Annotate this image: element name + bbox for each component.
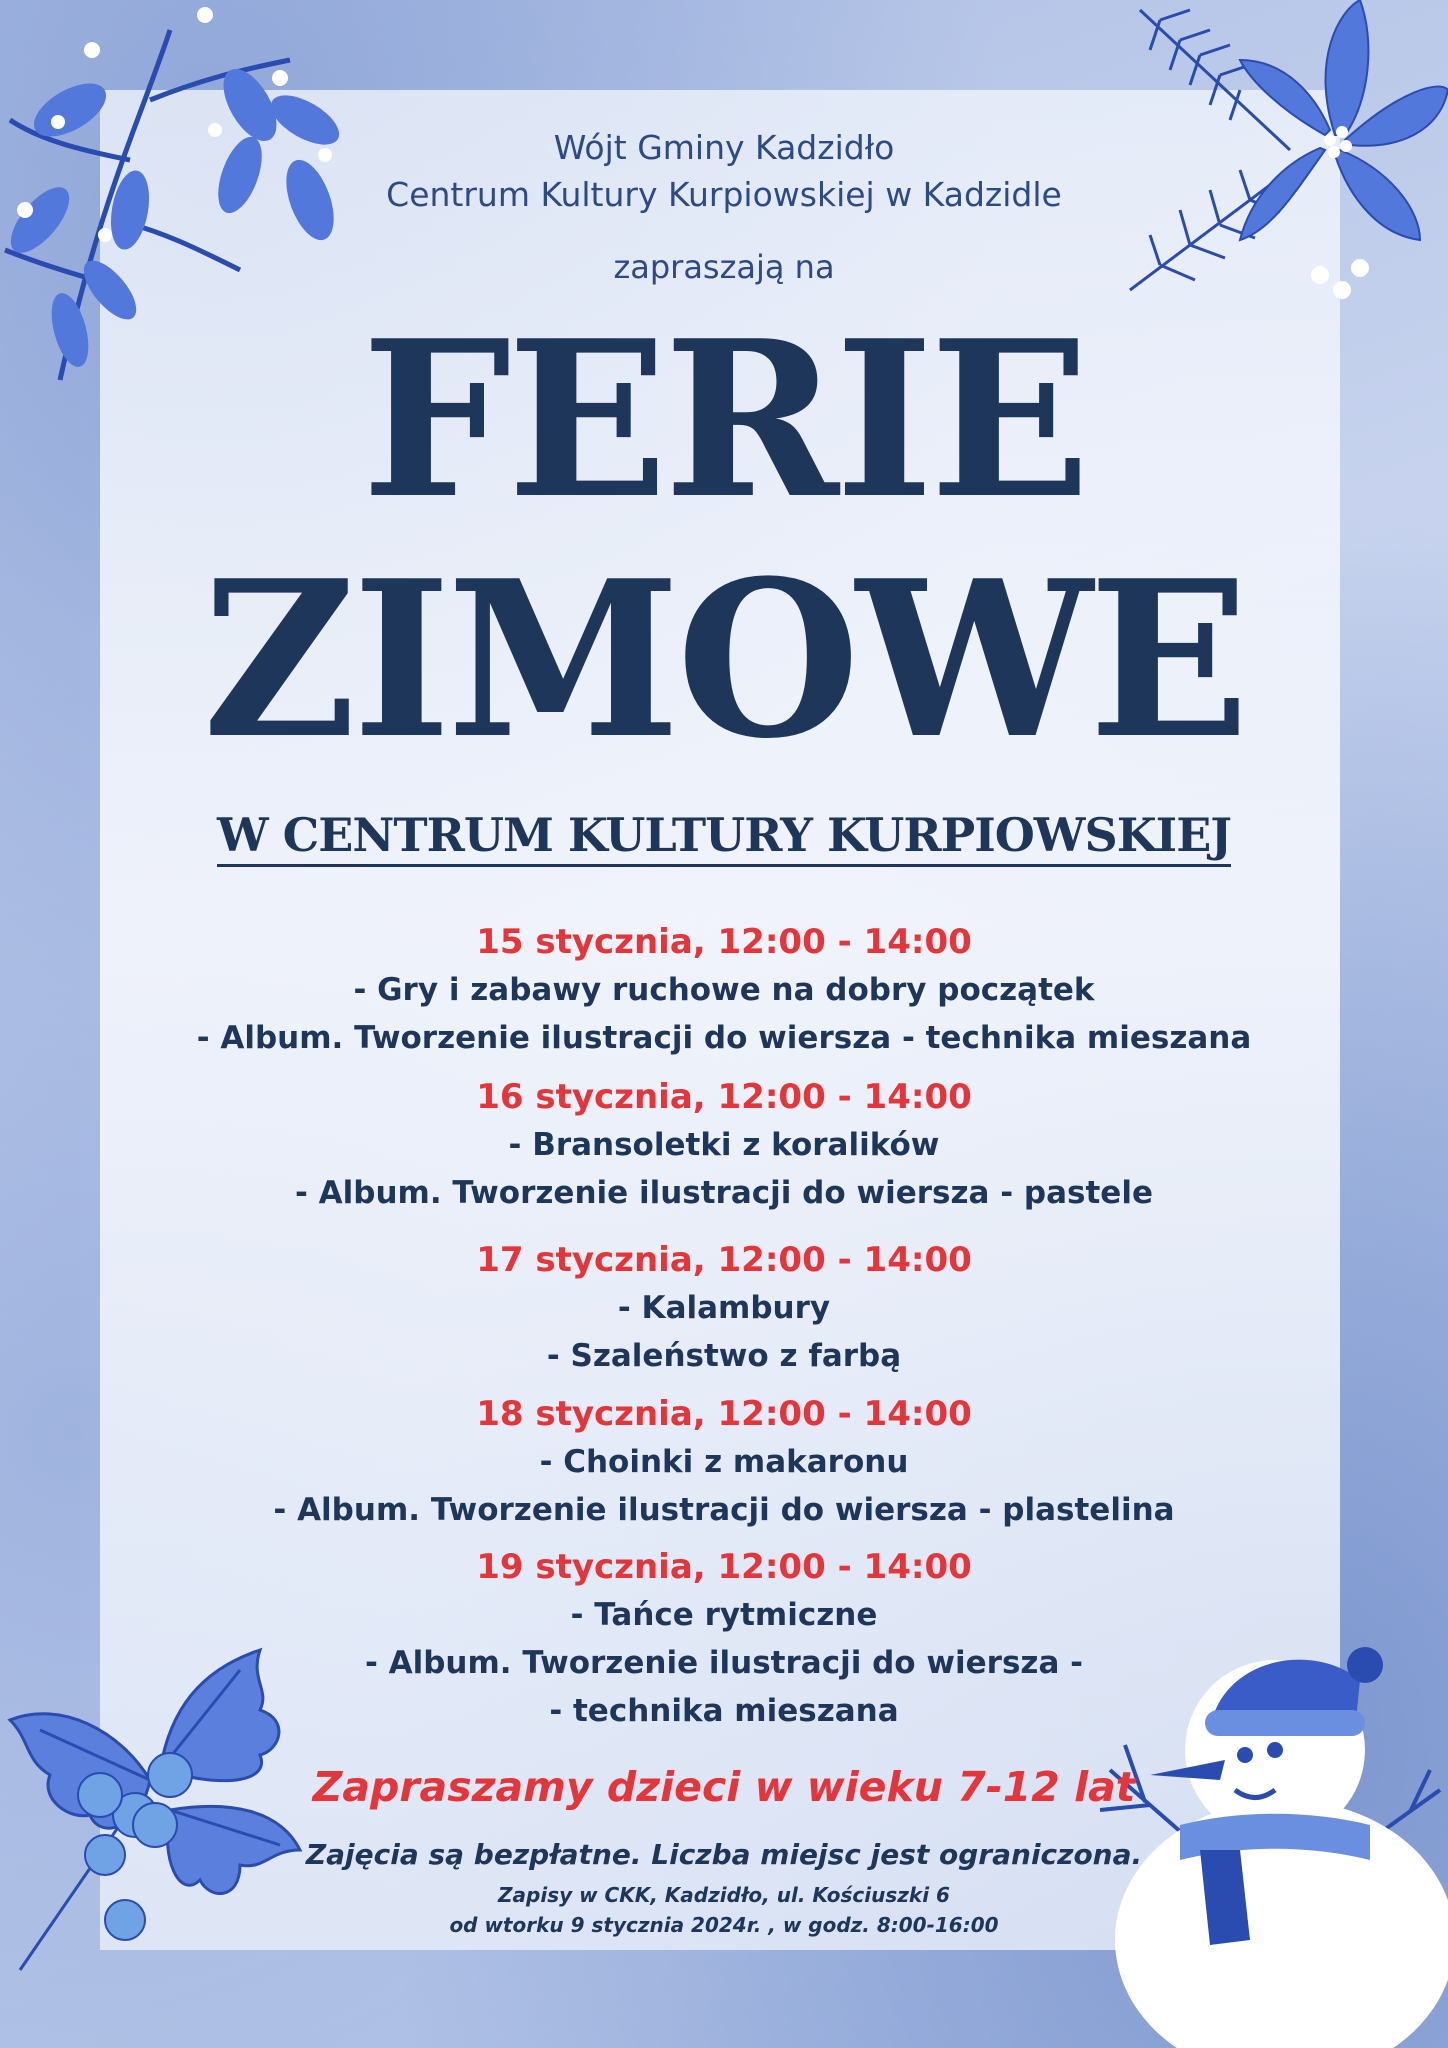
schedule-day-3 (0, 1236, 1448, 1380)
title-line-1: FERIE (361, 293, 1087, 546)
day-date: 17 stycznia, 12:00 - 14:00 (476, 1240, 972, 1280)
day-date: 16 stycznia, 12:00 - 14:00 (476, 1077, 972, 1117)
schedule-day-4 (0, 1390, 1448, 1534)
day-activity: - Album. Tworzenie ilustracji do wiersza - (364, 1645, 1084, 1681)
title-line-2: ZIMOWE (202, 533, 1246, 786)
day-activity: - Bransoletki z koralików (508, 1127, 940, 1163)
organizer-line-2: Centrum Kultury Kurpiowskiej w Kadzidle (386, 175, 1062, 214)
day-activity: - Gry i zabawy ruchowe na dobry początek (353, 972, 1095, 1008)
invite-kids: Zapraszamy dzieci w wieku 7-12 lat (312, 1763, 1136, 1811)
organizer-line-1: Wójt Gminy Kadzidło (553, 128, 895, 167)
schedule-day-5 (0, 1543, 1448, 1735)
free-note: Zajęcia są bezpłatne. Liczba miejsc jest ograniczona. (305, 1838, 1143, 1871)
day-activity: - Album. Tworzenie ilustracji do wiersza - pastele (295, 1175, 1153, 1211)
invite-text: zapraszają na (613, 248, 835, 286)
day-date: 18 stycznia, 12:00 - 14:00 (476, 1394, 972, 1434)
day-activity: - Album. Tworzenie ilustracji do wiersza - technika mieszana (196, 1020, 1252, 1056)
schedule-day-2 (0, 1073, 1448, 1217)
day-activity: - technika mieszana (549, 1693, 899, 1729)
schedule-day-1 (0, 918, 1448, 1062)
day-activity: - Choinki z makaronu (539, 1444, 909, 1480)
day-date: 15 stycznia, 12:00 - 14:00 (476, 922, 972, 962)
day-date: 19 stycznia, 12:00 - 14:00 (476, 1547, 972, 1587)
day-activity: - Tańce rytmiczne (570, 1597, 878, 1633)
day-activity: - Szaleństwo z farbą (546, 1338, 902, 1374)
registration-line-1: Zapisy w CKK, Kadzidło, ul. Kościuszki 6 (498, 1883, 950, 1907)
day-activity: - Kalambury (617, 1290, 831, 1326)
registration-line-2: od wtorku 9 stycznia 2024r. , w godz. 8:00-16:00 (449, 1913, 999, 1937)
subtitle-text: W CENTRUM KULTURY KURPIOWSKIEJ (217, 808, 1231, 867)
day-activity: - Album. Tworzenie ilustracji do wiersza - plastelina (273, 1492, 1175, 1528)
subtitle (0, 808, 1448, 862)
